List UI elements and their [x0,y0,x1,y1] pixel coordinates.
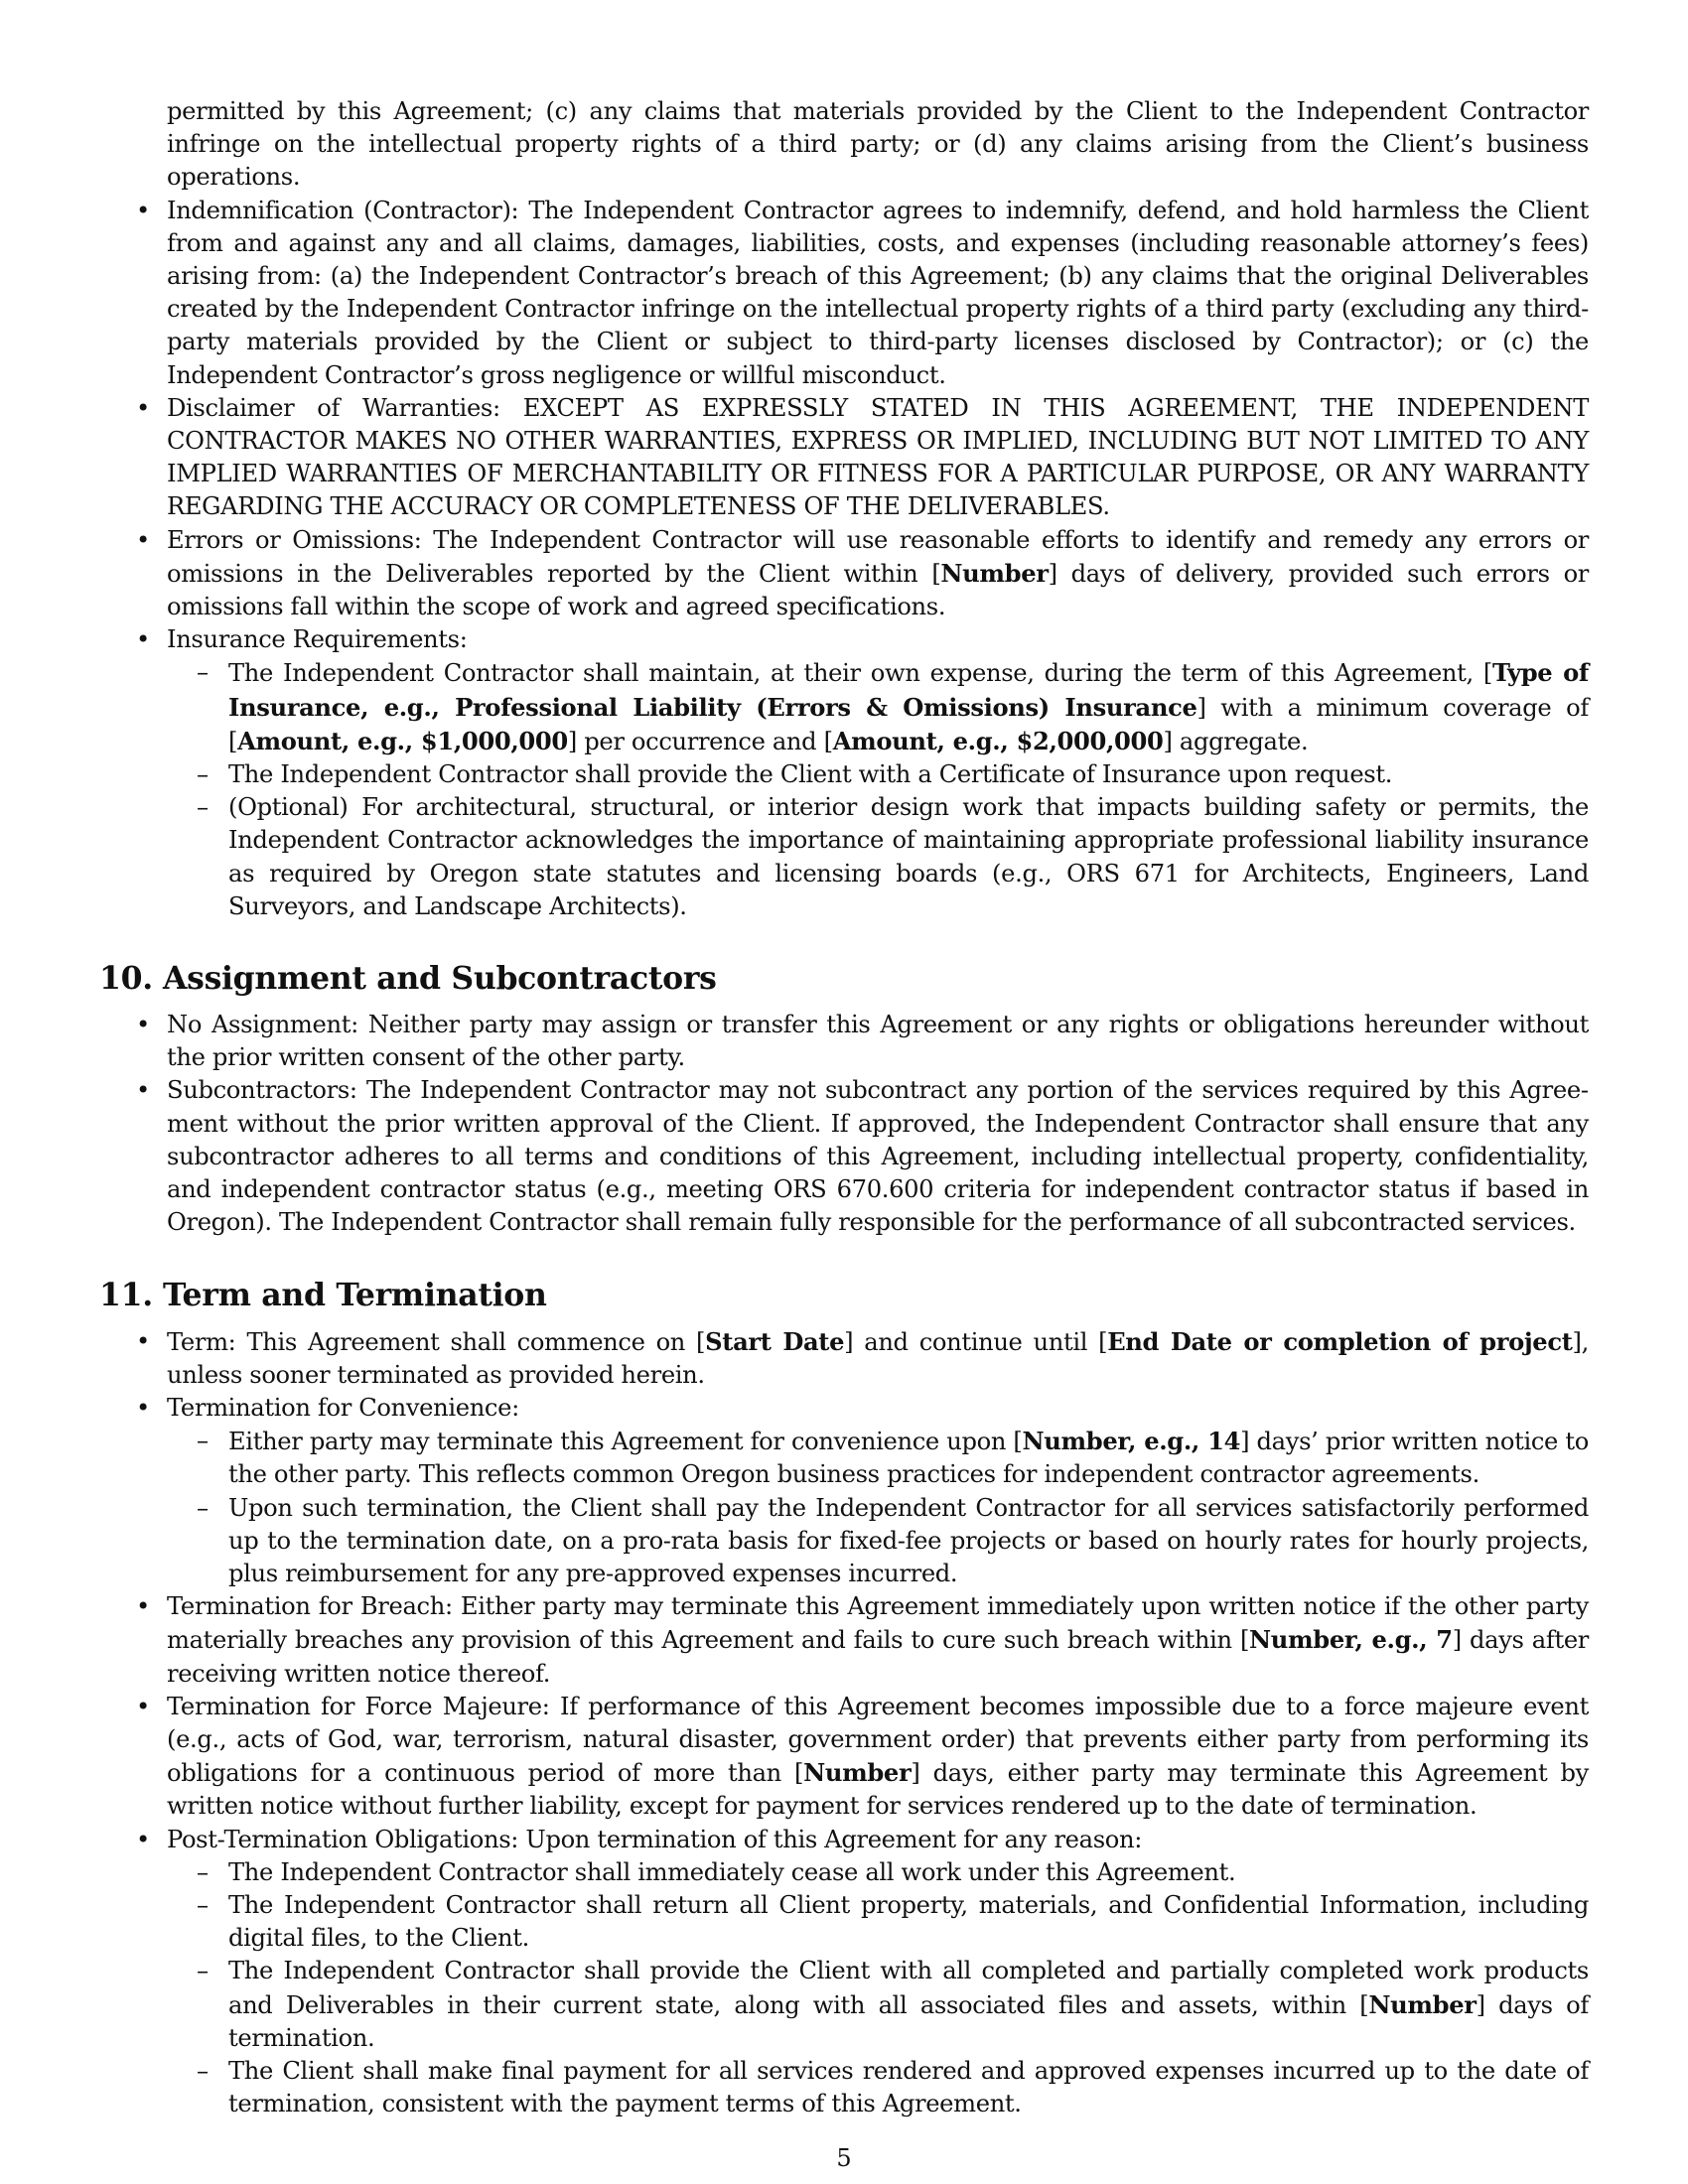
placeholder-field: Number [803,1758,912,1788]
placeholder-field: Amount, e.g., $2,000,000 [832,726,1164,755]
convenience-sublist [167,1425,1589,1590]
sublist-item: – Either party may terminate this Agreement for convenience upon [Number, e.g., 14] days’ prior written notice to the other party. This reflects common Oregon business practices for independent contractor agreements. [197,1427,1589,1489]
sublist-item: – The Independent Contractor shall provide the Client with all completed and partially completed work products and Deliverables in their current state, along with all associated files and assets, within [Number] days of termination. [197,1957,1589,2052]
list-item-subcontractors: • Subcontractors: The Independent Contractor may not subcontract any portion of the services required by this Agreement without the prior written approval of the Client. If approved, the Independent Contractor shall ensure that any subcontractor adheres to all terms and conditions of this Agreement, including intellectual property, confidentiality, and independent contractor status (e.g., meeting ORS 670.600 criteria for independent contractor status if based in Oregon). The Independent Contractor shall remain fully responsible for the performance of all subcontracted services. [136,1076,1589,1237]
bullet-icon: • [136,1692,150,1720]
bullet-icon: • [136,196,150,224]
insurance-sublist [167,656,1589,923]
post-termination-sublist [167,1856,1589,2121]
placeholder-field: Number [940,558,1049,588]
bullet-icon: • [136,1326,150,1355]
section10-list [99,1009,1589,1239]
list-item-indemnification-contractor: • Indemnification (Contractor): The Independent Contractor agrees to indemnify, defend, and hold harmless the Client from and against any and all claims, damages, liabilities, costs, and expenses (including reasonable attorney’s fees) arising from: (a) the Independent Contractor’s breach of this Agreement; (b) any claims that the original Deliverables created by the Independent Contractor infringe on the intellectual property rights of a third party (excluding any third-party materials provided by the Client or subject to third-party licenses disclosed by Contractor); or (c) the Independent Contractor’s gross negligence or willful misconduct. [136,196,1589,389]
dash-icon: – [197,1957,209,1985]
list-item-term: • Term: This Agreement shall commence on [Start Date] and continue until [End Date or completion of project], unless sooner terminated as provided herein. [136,1326,1589,1389]
sublist-item: – (Optional) For architectural, structural, or interior design work that impacts building safety or permits, the Independent Contractor acknowledges the importance of maintaining appropriate professional liability insurance as required by Oregon state statutes and licensing boards (e.g., ORS 671 for Architects, Engineers, Land Surveyors, and Landscape Architects). [197,793,1589,920]
list-item-force-majeure: • Termination for Force Majeure: If performance of this Agreement becomes impossible due to a force majeure event (e.g., acts of God, war, terrorism, natural disaster, government order) that prevents either party from performing its obligations for a continuous period of more than [Number] days, either party may terminate this Agreement by written notice without further liability, except for payment for services rendered up to the date of termination. [136,1692,1589,1821]
dash-icon: – [197,793,209,822]
dash-icon: – [197,1890,209,1919]
bullet-icon: • [136,525,150,554]
sublist-item: – Upon such termination, the Client shall pay the Independent Contractor for all services satisfactorily performed up to the termination date, on a pro-rata basis for fixed-fee projects or based on hourly rates for hourly projects, plus reimbursement for any pre-approved expenses incurred. [197,1493,1589,1587]
placeholder-field: Number, e.g., 14 [1022,1427,1241,1456]
dash-icon: – [197,2056,209,2085]
bullet-icon: • [136,393,150,422]
dash-icon: – [197,760,209,789]
sublist-item: – The Client shall make final payment for all services rendered and approved expenses incurred up to the date of termination, consistent with the payment terms of this Agreement. [197,2056,1589,2118]
bullet-icon: • [136,1076,150,1105]
section11-list [99,1325,1589,2121]
bullet-icon: • [136,1592,150,1621]
list-item-disclaimer: • Disclaimer of Warranties: EXCEPT AS EXPRESSLY STATED IN THIS AGREEMENT, THE INDEPENDENT CONTRACTOR MAKES NO OTHER WARRANTIES, EXPRESS OR IMPLIED, INCLUDING BUT NOT LIMITED TO ANY IMPLIED WARRANTIES OF MERCHANTABILITY OR FITNESS FOR A PARTICULAR PURPOSE, OR ANY WARRANTY REGARDING THE ACCURACY OR COMPLETENESS OF THE DELIVERABLES. [136,393,1589,521]
placeholder-field: Number, e.g., 7 [1249,1625,1453,1655]
list-item-no-assignment: • No Assignment: Neither party may assign or transfer this Agreement or any rights or obligations hereunder without the prior written consent of the other party. [136,1011,1589,1072]
document-page [99,95,1589,2120]
sublist-item: – The Independent Contractor shall provide the Client with a Certificate of Insurance upon request. [167,758,1589,791]
dash-icon: – [197,658,209,687]
sublist-item: – The Independent Contractor shall maintain, at their own expense, during the term of this Agreement, [Type of Insurance, e.g., Professional Liability (Errors & Omissions) Insurance] with a minimum coverage of [Amount, e.g., $1,000,000] per occurrence and [Amount, e.g., $2,000,000] aggregate. [197,658,1589,755]
bullet-icon: • [136,1825,150,1853]
sublist-item: – The Independent Contractor shall return all Client property, materials, and Confidential Information, including digital files, to the Client. [197,1890,1589,1953]
list-item-post-termination: • Post-Termination Obligations: Upon termination of this Agreement for any reason: – The Independent Contractor shall immediately cease all work under this Agreement. – The Independent Contractor shall return all Client property, materials, and Confidential Information, including digital files, to the Client. – The Independent Contractor shall provide the Client with all completed and partially completed work products and Deliverables in their current state, along with all associated files and assets, within [Number] days of termination. – The Client shall make final payment for all services rendered and approved expenses incurred up to the date of termination, consistent with the payment terms of this Agreement. [99,1824,1589,2121]
dash-icon: – [197,1857,209,1886]
section-heading-10: 10. Assignment and Subcontractors [99,960,717,998]
dash-icon: – [197,1493,209,1522]
dash-icon: – [197,1427,209,1455]
placeholder-field: Type of Insurance, e.g., Professional Liability (Errors & Omissions) Insurance [228,658,1589,722]
intro-continuation: permitted by this Agreement; (c) any claims that materials provided by the Client to the Independent Contractor infringe on the intellectual property rights of a third party; or (d) any claims arising from the Client’s business operations. [167,97,1589,192]
list-item-termination-breach: • Termination for Breach: Either party may terminate this Agreement immediately upon written notice if the other party materially breaches any provision of this Agreement and fails to cure such breach within [Number, e.g., 7] days after receiving written notice thereof. [136,1592,1589,1688]
placeholder-field: Number [1368,1989,1477,2019]
sublist-item: – The Independent Contractor shall immediately cease all work under this Agreement. [167,1856,1589,1889]
section9-list [99,195,1589,923]
list-item-insurance: • Insurance Requirements: – The Independent Contractor shall maintain, at their own expense, during the term of this Agreement, [Type of Insurance, e.g., Professional Liability (Errors & Omissions) Insurance] with a minimum coverage of [Amount, e.g., $1,000,000] per occurrence and [Amount, e.g., $2,000,000] aggregate. – The Independent Contractor shall provide the Client with a Certificate of Insurance upon request. – (Optional) For architectural, structural, or interior design work that impacts building safety or permits, the Independent Contractor acknowledges the importance of maintaining appropriate professional liability insurance as required by Oregon state statutes and licensing boards (e.g., ORS 671 for Architects, Engineers, Land Surveyors, and Landscape Architects). [99,623,1589,923]
bullet-icon: • [136,625,150,654]
placeholder-field: End Date or completion of project [1107,1326,1573,1356]
placeholder-field: Amount, e.g., $1,000,000 [237,726,568,755]
section-heading-11: 11. Term and Termination [99,1276,547,1313]
list-item-termination-convenience: • Termination for Convenience: – Either party may terminate this Agreement for convenience upon [Number, e.g., 14] days’ prior written notice to the other party. This reflects common Oregon business practices for independent contractor agreements. – Upon such termination, the Client shall pay the Independent Contractor for all services satisfactorily performed up to the termination date, on a pro-rata basis for fixed-fee projects or based on hourly rates for hourly projects, plus reimbursement for any pre-approved expenses incurred. [99,1392,1589,1590]
bullet-icon: • [136,1393,150,1422]
page-number: 5 [836,2144,852,2172]
list-item-errors-omissions: • Errors or Omissions: The Independent Contractor will use reasonable efforts to identify and remedy any errors or omissions in the Deliverables reported by the Client within [Number] days of delivery, provided such errors or omissions fall within the scope of work and agreed specifications. [136,525,1589,621]
bullet-icon: • [136,1011,150,1039]
placeholder-field: Start Date [705,1326,845,1356]
